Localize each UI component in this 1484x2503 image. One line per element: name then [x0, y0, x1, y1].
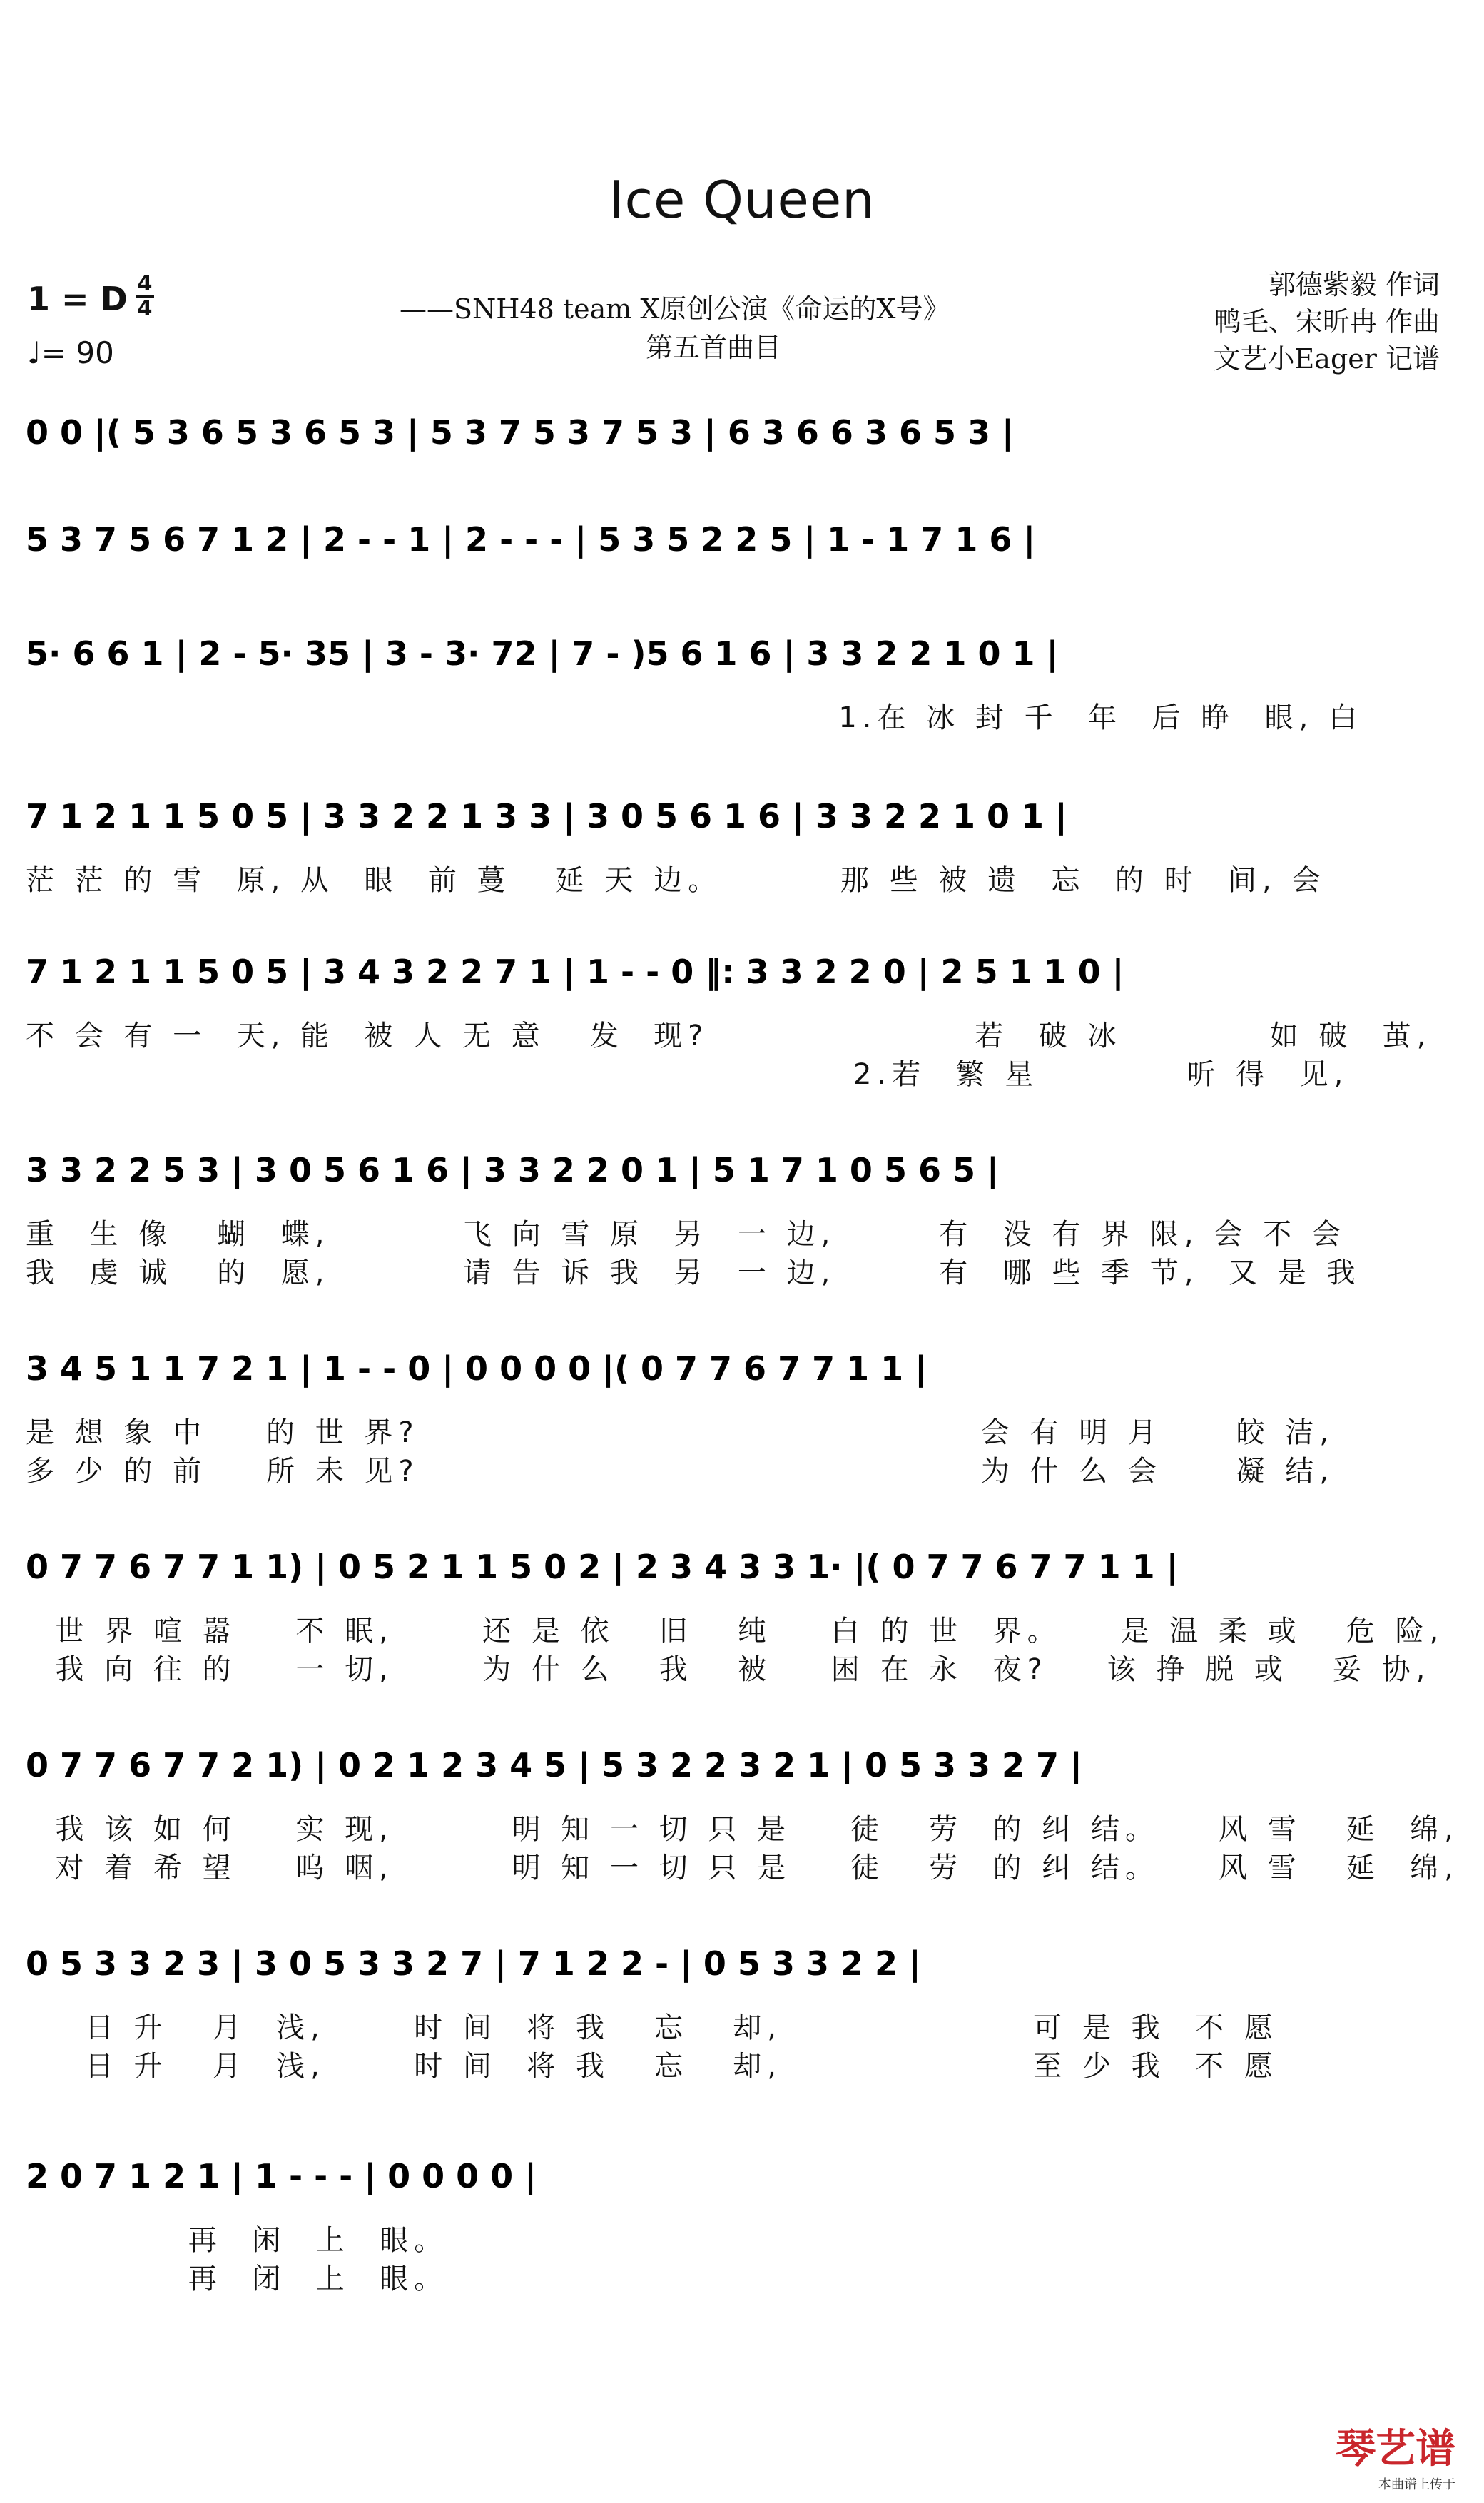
- time-signature: [136, 273, 154, 320]
- lyric-line-1: 不 会 有 一 天, 能 被 人 无 意 发 现? 若 破 冰 如 破 茧,: [26, 1020, 1432, 1052]
- transcriber-credit: 文艺小Eager 记谱: [1213, 343, 1440, 375]
- lyric-line-2: 我 向 往 的 一 切, 为 什 么 我 被 困 在 永 夜? 该 挣 脱 或 妥 协,: [26, 1653, 1431, 1686]
- source-line: ——SNH48 team X原创公演《命运的X号》: [400, 293, 950, 325]
- notation-text: 5· 6 6 1 | 2 - 5· 35 | 3 - 3· 72 | 7 - )5 6 1 6 | 3 3 2 2 1 0 1 |: [26, 634, 1059, 673]
- notation-text: 7 1 2 1 1 5 0 5 | 3 3 2 2 1 3 3 | 3 0 5 6 1 6 | 3 3 2 2 1 0 1 |: [26, 797, 1067, 836]
- key-signature: 1 = D: [27, 280, 128, 318]
- notation-text: 0 0 |( 5 3 6 5 3 6 5 3 | 5 3 7 5 3 7 5 3 | 6 3 6 6 3 6 5 3 |: [26, 413, 1014, 452]
- song-order: 第五首曲目: [645, 332, 781, 363]
- notation-row: [26, 400, 1460, 514]
- notation-row: [26, 507, 1460, 621]
- tempo-marking: ♩= 90: [27, 335, 114, 370]
- time-signature-top: 4: [137, 271, 153, 296]
- lyric-line-1: 日 升 月 浅, 时 间 将 我 忘 却, 可 是 我 不 愿: [26, 2011, 1279, 2044]
- lyric-line-2: 再 闭 上 眼。: [26, 2263, 449, 2295]
- lyric-line-1: 世 界 喧 嚣 不 眠, 还 是 依 旧 纯 白 的 世 界。 是 温 柔 或 危 险,: [26, 1615, 1445, 1647]
- upload-note: 本曲谱上传于: [1378, 2477, 1455, 2492]
- notation-text: 2 0 7 1 2 1 | 1 - - - | 0 0 0 0 |: [26, 2157, 537, 2195]
- lyric-line-1: 再 闲 上 眼。: [26, 2224, 449, 2257]
- score-row-11: [26, 2143, 1460, 2379]
- lyric-line-2: 2.若 繁 星 听 得 见,: [26, 1058, 1349, 1091]
- composer-credit: 鸭毛、宋昕冉 作曲: [1214, 306, 1440, 337]
- notation-text: 0 7 7 6 7 7 1 1) | 0 5 2 1 1 5 0 2 | 2 3 4 3 3 1· |( 0 7 7 6 7 7 1 1 |: [26, 1548, 1179, 1586]
- time-signature-bottom: 4: [137, 296, 153, 321]
- score-row-10: [26, 1931, 1460, 2166]
- lyric-line-1: 重 生 像 蝴 蝶, 飞 向 雪 原 另 一 边, 有 没 有 界 限, 会 不 会: [26, 1218, 1346, 1251]
- notation-text: 0 5 3 3 2 3 | 3 0 5 3 3 2 7 | 7 1 2 2 - | 0 5 3 3 2 2 |: [26, 1944, 921, 1983]
- lyric-line-1: 是 想 象 中 的 世 界? 会 有 明 月 皎 洁,: [26, 1416, 1334, 1449]
- lyric-line-2: 对 着 希 望 呜 咽, 明 知 一 切 只 是 徒 劳 的 纠 结。 风 雪 延 绵,: [26, 1852, 1459, 1884]
- lyric-line-1: 茫 茫 的 雪 原, 从 眼 前 蔓 延 天 边。 那 些 被 遗 忘 的 时 间, 会: [26, 864, 1326, 897]
- lyricist-credit: 郭德紫毅 作词: [1268, 269, 1440, 300]
- lyric-line-2: 我 虔 诚 的 愿, 请 告 诉 我 另 一 边, 有 哪 些 季 节, 又 是 我: [26, 1256, 1361, 1289]
- notation-text: 3 4 5 1 1 7 2 1 | 1 - - 0 | 0 0 0 0 |( 0 7 7 6 7 7 1 1 |: [26, 1349, 927, 1388]
- lyric-line-2: 多 少 的 前 所 未 见? 为 什 么 会 凝 结,: [26, 1455, 1334, 1488]
- lyric-line-2: 日 升 月 浅, 时 间 将 我 忘 却, 至 少 我 不 愿: [26, 2050, 1279, 2083]
- notation-text: 7 1 2 1 1 5 0 5 | 3 4 3 2 2 7 1 | 1 - - 0 ‖: 3 3 2 2 0 | 2 5 1 1 0 |: [26, 953, 1124, 991]
- notation-text: 5 3 7 5 6 7 1 2 | 2 - - 1 | 2 - - - | 5 3 5 2 2 5 | 1 - 1 7 1 6 |: [26, 520, 1036, 559]
- score-title: Ice Queen: [609, 170, 875, 230]
- notation-text: 0 7 7 6 7 7 2 1) | 0 2 1 2 3 4 5 | 5 3 2 2 3 2 1 | 0 5 3 3 2 7 |: [26, 1746, 1082, 1784]
- notation-text: 3 3 2 2 5 3 | 3 0 5 6 1 6 | 3 3 2 2 0 1 | 5 1 7 1 0 5 6 5 |: [26, 1151, 999, 1189]
- site-logo: 琴艺谱: [1336, 2426, 1455, 2472]
- lyric-line-1: 1.在 冰 封 千 年 后 睁 眼, 白: [26, 701, 1363, 734]
- lyric-line-1: 我 该 如 何 实 现, 明 知 一 切 只 是 徒 劳 的 纠 结。 风 雪 延 绵,: [26, 1813, 1459, 1846]
